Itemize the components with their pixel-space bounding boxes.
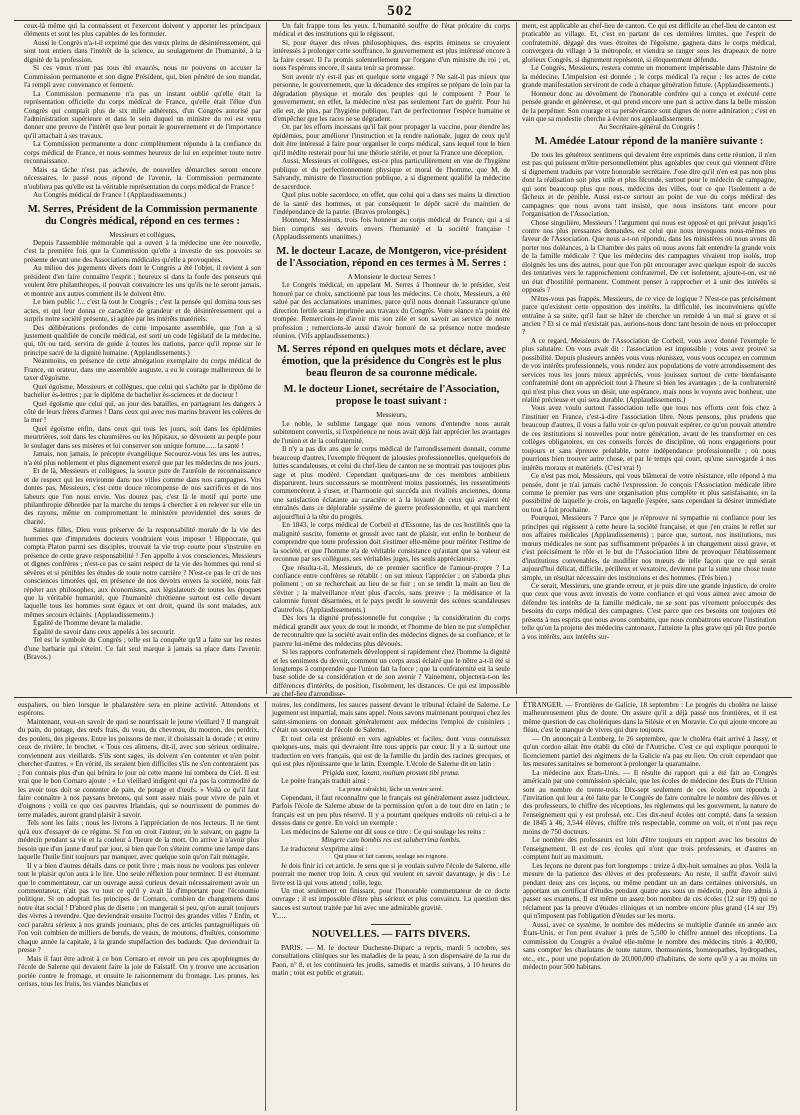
paragraph: Aussi, Messieurs et collègues, est-ce plus particulièrement en vue de l'hygiène publique et du perfectionnement physique et moral de l'homme, que M. de Salvandy, ministre de l'instruction publique, a si dignement qualifié la médecine de sacerdoce. <box>273 157 510 191</box>
paragraph: Honneur, Messieurs, trois fois honneur au corps médical de France, qui a si bien compris ses devoirs envers l'humanité et la société française ! (Applaudissements unanimes.) <box>273 216 510 242</box>
paragraph: Et de là, Messieurs et collègues, la source pure de l'auréole de reconnaissance et de respect qui les environne dans nos villes comme dans nos campagnes. Vos dontes pas, Messieurs, c'est cette douce récompense de nos sacrifices et de nos labeurs que l'on nous envie. Vos doutez pas, c'est là le motif qui porte une philanthropie débordée par la marche du temps à chercher à en relever sur elle un des rayons, même en compromettant le ministère providentiel des sœurs de charité. <box>24 467 261 526</box>
paragraph: Le poète français traduit ainsi : <box>281 777 370 786</box>
paragraph: Maintenant, veut-on savoir de quoi se nourrissait le jeune vieillard ? Il mangeait du pain, du potage, des œufs frais, du veau, du chevreau, du mouton, des perdrix, des poulets, des pigeons. Entre les poissons de mer, il choisissait la dorade ; et entre ceux de rivière, le brochet. « Tous ces alimens, dit-il, avec son sérieux ordinaire, conviennent aux vieillards. S'ils sont sages, ils doivent s'en contenter et n'en point chercher d'autres. » En vérité, ils seraient bien difficiles s'ils ne s'en contentaient pas ; l'on connais plus d'un qui bénira le jour où cette manne lui tombera du Ciel. Il est vrai que le bon Cornaro ajoute : « Le vieillard indigent qui n'a pas la commodité de les avoir tous doit se contenter de pain, de potage et d'œufs. » Voilà ce qu'il faut faire connaître à nos paysans bretons, qui sont assez niais pour vivre de pain et d'oignons ; voilà ce que ces pauvres Irlandais, qui se nourrissent de pommes de terre malades, auront grand plaisir à savoir. <box>18 717 259 819</box>
column-3 <box>522 22 776 694</box>
paragraph: Il n'y a pas dix ans que le corps médical de l'arrondissement donnait, comme beaucoup d'autres, l'exemple fréquent de jalousies professionnelles, quelquefois de luttes scandaleuses, et celui du chef-lieu de canton ne se montrait pas toujours plus sage et plus modéré. Cependant quelques-uns de ces membres ambitieux disparurent, leurs successeurs se montrèrent moins passionnés, les ressentiments commencèrent à s'user, et l'harmonie qui succéda aux rivalités anciennes, donna une satisfaction éclatante au caractère et à la loyauté de ceux qui avaient été entraînés dans ce déplorable système de guerre professionnelle, et qui marchent aujourd'hui à la tête du progrès. <box>273 445 510 521</box>
section-heading: M. Amédée Latour répond de la manière suivante : <box>534 135 764 147</box>
page-number: 502 <box>387 3 413 19</box>
paragraph: Mais il faut être adroit à ce bon Cornaro et revoir un peu ces apophtegmes de l'école de Salerne qui devaient faire la joie de Falstaff. On y trouve une accusation portée contre le fromage, et ensuite le raisonnement du fromage. Les prunes, les cerises, tous les fruits, les viandes blanches et <box>18 954 259 988</box>
paragraph: Aussi, avec ce système, le nombre des médecins se multiplie d'année en année aux États-Unis, et l'on peut évaluer à près de 5,500 le chiffre annuel des réceptions. La commission du Congrès a évalué elle-même le nombre des médecins titrés à 40,000, sans compter les charlatans de toute nature, thomsoniens, homœopathes, hydropathes, etc., etc., pour une population de 20,000,000 d'habitans, de sorte qu'il y a au moins un médecin pour 500 habitans. <box>523 920 777 972</box>
paragraph: Il y a bien d'autres détails dans ce petit livre ; mais nous ne voulons pas enlever tout le plaisir qu'on aura à le lire. Une seule réflexion pour terminer. Il est étonnant que le commentateur, car un ouvrage aussi curieux devait nécessairement avoir un commentateur, n'ait pas vu tout ce qu'il y avait là d'important pour l'économie politique. Si on adoptait les principes de Cornaro, combien de changemens dans notre état social ! D'abord plus de disette ; on mangerait si peu, qu'on aurait toujours des vivres à revendre. Que deviendrait ensuite l'octroi des grandes villes ? Enfin, et ceci paraîtra sérieux à nos grands journaux, plus de ces articles pantagruéliques où l'on voit combien de milliers de bœufs, de veaux, de moutons, d'huîtres, consomme chaque année la capitale, à la grande stupéfaction des badauds. Que deviendrait la presse ? <box>18 861 259 955</box>
paragraph: noires, les condimens, les sauces passent devant le tribunal éclairé de Salerne. Le jugement est impartial, mais sans appel. Nous savons maintenant pourquoi chez les saint-simoniens on donnait généralement aux médecins l'emploi de cuisiniers ; c'était un souvenir de l'école de Salerne. <box>272 701 510 735</box>
paragraph: Un fait frappe tous les yeux. L'humanité souffre de l'état précaire du corps médical et des institutions qui le régissent. <box>273 22 510 39</box>
paragraph: Quel égoïsme, Messieurs et collègues, que celui qui s'achète par le diplôme de bachelier ès-lettres ; par le diplôme de bachelier ès-sciences et de docteur ! <box>24 382 261 400</box>
paragraph: A Monsieur le docteur Serres ! <box>347 272 436 281</box>
section-heading: M. Serres, Président de la Commission permanente du Congrès médical, répond en ces termes : <box>27 203 258 227</box>
paragraph: N'êtes-vous pas frappés, Messieurs, de ce vice de logique ? N'est-ce pas précisément parce qu'existent cette opposition des intérêts, la difficulté, les inconvéniens qu'elle entraîne à sa suite, qu'il faut se hâter de chercher un remède à un mal si grave et si ancien ? Et si ce mal n'existait pas, aurions-nous donc tant besoin de nous en préoccuper ? <box>522 294 776 337</box>
paragraph: Tel est le symbole du Congrès ; telle est la conquête qu'il a faite sur les restes d'une barbarie qui s'éteint. Ce fait seul marque à jamais sa place dans l'avenir. (Bravos.) <box>24 636 261 662</box>
paragraph: Égalité de l'homme devant la maladie. <box>33 619 143 628</box>
paragraph: Ce n'est pas moi, Messieurs, qui vous blâmerai de votre résistance, elle répond à ma pensée, dont je n'ai jamais caché l'expression. Je conçois l'Association médicale libre comme le premier pas vers une organisation plus complète et plus satisfaisante, en la possibilité de laquelle je crois, en laquelle j'espère, sans cependant la désirer immédiate ou tout à fait prochaine. <box>522 472 776 514</box>
paragraph: Or, par les efforts incessans qu'il fait pour propager la vaccine, pour étendre les épidémies, pour améliorer l'instruction et la rendre nationale, jugez de ceux qu'il doit être intéressé à faire pour organiser le corps médical, sans lequel tout le bien qu'il médite resterait pour lui une théorie stérile, et pour la France une déception. <box>273 123 510 157</box>
paragraph: Mingere cum bombis res est saluberrima lombis. <box>321 836 461 845</box>
paragraph: Égalité de savoir dans ceux appelés à les secourir. <box>33 627 176 636</box>
paragraph: ment, est applicable au chef-lieu de canton. Ce qui est difficile au chef-lieu de canton est praticable au village. Et, c'est en partant de ces dernières limites, que l'esprit de confraternité, dégagé des vues étroites de l'égoïsme, gagnera dans le corps médical, convergera du village à la métropole, et viendra se ranger sous les drapeaux de notre glorieux Congrès, si dignement représenté, si éloquemment défendu. <box>522 22 776 64</box>
paragraph: Depuis l'assemblée mémorable qui a ouvert à la médecine une ère nouvelle, c'est la première fois que la Commission qu'elle a investie de ses pouvoirs se présente devant une des Associations médicales qu'elle a provoquées. <box>24 238 261 264</box>
section-separator <box>371 924 411 925</box>
feuilleton-rule <box>14 697 792 698</box>
paragraph: Si ces vœux n'ont pas tous été exaucés, nous ne pouvons en accuser la Commission permanente et son digne Président, qui, bien pénétré de son mandat, l'a rempli avec convenance et fermeté. <box>24 64 261 90</box>
paragraph: Pourquoi, Messieurs ? Parce que je n'éprouve ni sympathie ni confiance pour les principes qui régissent à cette heure la société française, et que j'en crains le reflet sur nos affaires médicales (Applaudissements) ; parce que, surtout, nos institutions, nos mœurs médicales ne sont pas suffisamment préparées à un changement aussi grave, et c'est précisément le rôle et le but de l'Association libre de provoquer l'établissement d'institutions convenables, de modifier nos mœurs de telle façon que ce qui serait aujourd'hui délicat, difficile, périlleux et vexatoire, devienne par la suite une chose toute simple, un résultat nécessaire des institutions et des hommes. (Très bien.) <box>522 514 776 582</box>
paragraph: Dès lors la dignité professionnelle fut conquise ; la considération du corps médical grandit aux yeux de tout le monde, et l'homme de bien ne put s'empêcher de reconnaître que la société avait enfin des médecins dignes de sa confiance, et le pauvre lui-même des médecins plus dévoués. <box>273 614 510 648</box>
column-divider <box>516 22 517 694</box>
paragraph: Saintes filles, Dieu vous préserve de la responsabilité morale de la vie des hommes que d'imprudens docteurs voudraient vous imposer ! Hippocrate, qui compta Platon parmi ses disciples, trouvait la vie trop courte pour s'instruire en présence de cette grave responsabilité ! J'en appelle à vos consciences, Messieurs et dignes confrères ; n'est-ce pas ce saint respect de la vie des hommes qui rend si sévères et si pénibles les études de toute notre carrière ? N'est-ce pas le cri de nos consciences timorées qui, en présence de nos devoirs envers la société, nous fait répéter aux philosophes, aux économistes, aux législateurs de toutes les époques que la véritable humanité, que l'humanité chrétienne surtout est celle devant laquelle tous les hommes sont égaux et ont droit, quand ils sont malades, aux mêmes secours éclairés. (Applaudissements.) <box>24 526 261 619</box>
paragraph: euspaliers, ou bien lorsque le phalanstère sera en pleine activité. Attendons et espérons. <box>18 701 259 718</box>
paragraph: En 1843, le corps médical de Corbeil et d'Essonne, las de ces hostilités que la malignité suscite, fomente et grossit avec tant de plaisir, eut enfin le bonheur de comprendre que toute profession doit s'estimer elle-même pour mériter l'estime de la société, et que l'homme n'a de véritable consistance qu'autant que sa valeur est reconnue par ses collègues, ses véritables juges, les seuls appréciateurs. <box>273 521 510 564</box>
header-rule <box>14 20 792 21</box>
paragraph: Chose singulière, Messieurs ! l'argument qui nous est opposé et qui prévaut jusqu'ici contre nos plus pressantes demandes, est celui que nous invoquons nous-mêmes en faveur de l'Association. Que nous a-t-on répondu, dans les ministères où nous avons dû porter nos doléances, à la Chambre des pairs où nous avons fait entendre la grande voix de la famille médicale ? Que les médecins des campagnes vivaient trop isolés, trop éloignés les uns des autres, pour que l'on pût encourager avec quelque espoir de succès des tentatives vers le rapprochement confraternel. De cet isolement, ajoute-t-on, est né un état d'hostilité permanent. Comment penser à rapprocher et à unir des intérêts si opposés ? <box>522 218 776 295</box>
column-2 <box>273 22 510 699</box>
paragraph: Au milieu des jugements divers dont le Congrès a été l'objet, il revient à son président d'en faire connaître l'esprit ; heureux si dans la foule des penseurs qui veulent être philanthropes, il pouvait convaincre les uns qu'ils ne le seront jamais, et montrer aux autres comment ils le doivent être. <box>24 264 261 298</box>
paragraph: Y...... <box>272 912 287 921</box>
paragraph: ÉTRANGER. — Frontières de Galicie, 18 septembre : Le progrès du choléra ne laisse malheureusement plus de doute. On assure qu'il a déjà passé nos frontières, et il est même question de cas cholériques dans la Silésie et en Moravie. Ce qui ajoute encore au fléau, c'est le manque de vivres qui dure toujours. <box>523 701 777 735</box>
paragraph: PARIS. — M. le docteur Duchesne-Duparc a repris, mardi 5 octobre, ses consultations cliniques sur les maladies de la peau, à son dispensaire de la rue du Paon, n° 8, et les continuera les jeudis, samedis et mardis suivans, à 10 heures du matin ; tout est public et gratuit. <box>272 943 510 978</box>
paragraph: Je dois finir ici cet article. Je sens que si je voulais suivre l'école de Salerne, elle pourrait me mener trop loin. A ceux qui veulent en savoir davantage, je dis : Le livre est là qui vous attend ; tolle, lege. <box>272 861 510 887</box>
paragraph: — On annonçait à Lemberg, le 26 septembre, que le choléra était arrivé à Jassy, et qu'un cordon allait être établi du côté de l'Autriche. C'est ce qui explique pourquoi le licenciement partiel des régimens de la Galicie n'a pas eu lieu. On croit cependant que les mesures sanitaires se borneront à prolonger la quarantaine. <box>523 734 777 769</box>
section-heading: M. le docteur Lionet, secrétaire de l'Association, propose le toast suivant : <box>283 384 500 408</box>
paragraph: Le noble, le sublime langage que nous venons d'entendre nous aurait subitement convertis, si l'expérience ne nous avait déjà fait apprécier les avantages de l'union et de la confraternité. <box>273 419 510 445</box>
paragraph: Quel égoïsme que celui qui, au jour des batailles, en partageant les dangers à côté de leurs frères d'armes ! Dans ceux qui avec nos marins bravent les colères de la mer ! <box>24 399 261 425</box>
paragraph: Mais sa tâche n'est pas achevée, de nouvelles démarches seront encore nécessaires, le passé nous répond de l'avenir, la Commission permanente n'oubliera pas qu'elle est la véritable représentation du corps médical de France ! <box>24 165 261 191</box>
paragraph: La Commission permanente n'a pas un instant oublié qu'elle était la représentation officielle du corps médical de France, qu'elle était l'élue d'un Congrès qui comptait plus de six mille adhérents, d'un Congrès autorisé par l'administration supérieure et dans le sein duquel un ministre du roi est venu donner une preuve de l'intérêt que leur portait le gouvernement et de l'importance qu'il attachait à ses travaux. <box>24 89 261 140</box>
paragraph: Les leçons ne durent pas fort longtemps : treize à dix-huit semaines au plus. Voilà la mesure de la patience des élèves et des professeurs. Au reste, il suffit d'avoir suivi pendant deux ans ces leçons, ou même pendant un an dans certaines universités, en apportant un certificat d'études pendant quatre ans sous un médecin, pour être admis à passer ses examens. Il est même un assez bon nombre de ces écoles (12 sur 19) qui ne réclament pas la preuve d'études cliniques et un nombre encore plus grand (14 sur 19) qui n'imposent pas l'obligation d'études sur les morts. <box>523 861 777 921</box>
paragraph: Et tout cela est présenté en vers agréables et faciles, dont vous connaissez quelques-uns, mais qui devraient être tous appris par cœur. Il y a là surtout une traduction en vers français, qui est de la famille du jardin des racines grecques, et qui est plus réjouissante que le latin. Exemple. L'école de Salerne dit en latin : <box>272 734 510 769</box>
paragraph: Si les rapports confraternels développent si rapidement chez l'homme la dignité et les sentimens du devoir, comment un corps aussi éclairé que le nôtre a-t-il été si longtemps à comprendre que l'union fait la force ; que la confraternité est la seule base solide de sa considération et de son avenir ? Vainement, objectera-t-on les différences d'intérêts, de position, l'isolement, les distances. Ce qui est impossible au chef-lieu d'arrondisse- <box>273 648 510 699</box>
paragraph: Quel plus noble sacerdoce, en effet, que celui qui a dans ses mains la direction de la santé des hommes, et par conséquent le dépôt sacré du maintien de l'indépendance de la patrie. (Bravos prolongés.) <box>273 191 510 216</box>
section-heading: NOUVELLES. — FAITS DIVERS. <box>311 928 471 940</box>
section-heading: M. Serres répond en quelques mots et déclare, avec émotion, que la présidence du Congrès est le plus beau fleuron de sa couronne médicale. <box>277 344 506 380</box>
column-divider <box>265 701 266 1111</box>
paragraph: Honneur donc au dévoûment de l'honorable confrère qui a conçu et exécuté cette pensée grande et généreuse, et qui prend encore une part si active dans la belle mission de la perpétuer. Son courage et sa persévérance sont dignes de notre admiration ; c'est en vain que sa modestie cherche à éviter nos applaudissements. <box>522 89 776 123</box>
paragraph: Prigida sunt, laxant, multum prosunt tibi pruna. <box>322 768 460 777</box>
paragraph: Si, pour étayer des rêves philosophiques, des esprits éminens se croyaient intéressés à prolonger cette souffrance, le gouvernement est plus intéressé encore à la faire cesser. Il l'a promis solennellement par l'organe d'un ministre du roi ; et, nous l'espérons encore, il saura tenir sa promesse. <box>273 38 510 73</box>
paragraph: Jamais, non jamais, le précepte évangélique Secourez-vous les uns les autres, n'a été plus noblement et plus dignement exercé que par les médecins de nos jours. <box>24 450 261 467</box>
paragraph: Aussi le Congrès n'a-t-il exprimé que des vœux pleins de désintéressement, qui sont tout entiers dans l'intérêt de la science, au soulagement de l'humanité, à la dignité de la profession. <box>24 38 261 64</box>
paragraph: Le bien public !... c'est là tout le Congrès ; c'est la pensée qui domina tous ses actes, et qui leur donna ce caractère de grandeur et de désintéressement qui a surpris notre société présente, si agitée par les intérêts matériels. <box>24 298 261 324</box>
paragraph: Un mot seulement en finissant, pour l'honorable commentateur de ce docte ouvrage ; il est impossible d'être plus sérieux et plus convaincu. La question des sauces est surtout traitée par lui avec une admirable gravité. <box>272 886 510 912</box>
paragraph: Messieurs et collègues, <box>109 230 176 239</box>
paragraph: Messieurs, <box>376 411 407 420</box>
paragraph: Le nombre des professeurs est loin d'être toujours en rapport avec les besoins de l'enseignement. Il est de ces écoles qui n'ont que trois professeurs, et d'autres en comptent huit au maximum. <box>523 836 777 862</box>
paragraph: Le traducteur s'exprime ainsi : <box>281 844 368 853</box>
paragraph: Tels sont les faits ; nous les livrons à l'appréciation de nos lecteurs. Il ne tient qu'à eux d'essayer de ce régime. Si l'on en croit l'auteur, en le suivant, on gagne la médecin pendant sa vie et la couleur à l'heure de la mort. On arrive à n'avoir plus besoin que d'un jaune d'œuf par jour, si bien que l'on s'éteint comme une lampe dans laquelle l'huile finit toujours par manquer, avec quelque soin qu'on l'ait ménagée. <box>18 819 259 862</box>
paragraph: Son avenir n'y est-il pas en quelque sorte engagé ? Ne sait-il pas mieux que personne, le gouvernement, que la décadence des empires se prépare de loin par la dégradation physique et morale des peuples qui le composent ? Pour le gouvernement, en effet, la médecine n'est pas seulement l'art de guérir. Pour lui elle est, de plus, par l'hygiène publique, l'art de perfectionner l'espèce humaine et d'empêcher que les races ne se dégradent. <box>273 72 510 123</box>
paragraph: Le Congrès médical, en appelant M. Serres à l'honneur de le présider, s'est honoré par ce choix, sanctionné par tous les médecins. Ce choix, Messieurs, a été salué par des acclamations unanimes, parce qu'il nous donnait l'assurance qu'une direction fertile serait imprimée aux travaux du Congrès. Votre séance n'a point été trompée. Remercions-le d'avoir mis son zèle et son savoir au service de notre profession ; remercions-le aussi d'avoir honoré de sa présence notre modeste réunion. (Vifs applaudissements.) <box>273 281 510 340</box>
paragraph: Des délibérations profondes de cette imposante assemblée, que l'on a si justement qualifiée de concile médical, est sorti un code législatif de la médecine, qui, tôt ou tard, servira de guide à toutes les nations, parce qu'il repose sur le principe sacré de la dignité humaine. (Applaudissements.) <box>24 323 261 357</box>
paragraph: La prune rafraîchit, lâche un ventre serré. <box>338 785 444 793</box>
paragraph: ceux-là même qui la connaissent et l'exercent doivent y apporter les principaux éléments et sont les plus capables de les formuler. <box>24 22 261 39</box>
paragraph: Le Congrès, Messieurs, restera comme un monument impérissable dans l'histoire de la médecine. L'impulsion est donnée ; le corps médical l'a reçue ; les actes de cette grande manifestation serviront de code à chaque génération future. (Applaudissements.) <box>522 64 776 90</box>
paragraph: Néanmoins, en présence de cette abnégation exemplaire du corps médical de France, un orateur, dans une assemblée auguste, a eu le courage malheureux de le taxer d'égoïsme. <box>24 357 261 383</box>
paragraph: De tous les généreux sentimens qui devaient être exprimés dans cette réunion, il n'en est pas qui puissent m'être personnellement plus agréables que ceux qui viennent d'être si dignement traduits par votre honorable secrétaire. J'ose dire qu'il n'en est pas non plus dont la réalisation soit plus utile et plus féconde, surtout pour le médecin de campagne, qui sont beaucoup plus que nous, médecins des villes, tout ce que l'isolement a de fâcheux et de pénible. Aussi est-ce surtout au point de vue du corps médical des campagnes que nous avons tant insisté, que nous insistons tant encore pour l'organisation de l'Association. <box>522 150 776 219</box>
paragraph: Au Congrès médical de France ! (Applaudissements.) <box>33 191 187 200</box>
feuilleton-column-2 <box>272 701 510 1111</box>
paragraph: Ce serait, Messieurs, une grande erreur, et je puis dire une grande injustice, de croire que ceux que vous avez investis de votre confiance et qui vous aimez avec amour de défendre les intérêts de la famille médicale, ne se sont pas vivement préoccupés des besoins du corps médical des campagnes. C'est parce que ces besoins ont toujours été présens à nos esprits que nous avons combattu, que nous combattrons encore l'institution telle qu'on la projette des médecins cantonaux, l'atteinte la plus grave qui pût être portée à vos intérêts, aux intérêts sur- <box>522 582 776 641</box>
paragraph: Quel égoïsme enfin, dans ceux qui tous les jours, soit dans les épidémies meurtrières, soit dans les chaumières ou les hôpitaux, se dévouent au peuple pour le soulager dans ses misères et lui conserver son unique fortune...... la santé ! <box>24 424 261 450</box>
paragraph: A ce regard, Messieurs de l'Association de Corbeil, vous avez donné l'exemple le plus salutaire. On vous avait dit : l'association est impossible ; vous avez prouvé sa possibilité. Depuis plusieurs années vous vous réunissez, vous vous occupez en commun de vos intérêts professionnels, vous rendez aux populations de votre arrondissement des services tous les jours mieux appréciés, vous jouissez surtout de cette bienfaisante confraternité dont on apprécioit tout à l'heure si bien les avantages ; de la confraternité qui n'est plus chez vous un désir, une espérance, mais nous le voyons avec bonheur, une réalité précieuse et qui sera durable. (Applaudissements.) <box>522 336 776 405</box>
paragraph: Les médecins de Salerne ont dit sous ce titre : Ce qui soulage les reins : <box>281 827 486 836</box>
paragraph: Qui pisse et fait canons, soulage ses rognons. <box>334 853 448 861</box>
section-heading: M. le docteur Lacaze, de Montgeron, vice-président de l'Association, répond en ces termes à M. Serres : <box>276 245 507 269</box>
paragraph: La Commission permanente a donc complètement répondu à la confiance du corps médical de France, et nous sommes heureux de lui en exprimer toute notre reconnaissance. <box>24 140 261 166</box>
paragraph: La médecine aux États-Unis. — Il résulte du rapport qui a été fait au Congrès américain par une commission spéciale, que les écoles de médecine des États de l'Union sont au nombre de trente-trois. Dix-sept seulement de ces écoles ont répondu à l'invitation qui leur a été faite par le Congrès de faire connaître le nombre des élèves et des professeurs, le chiffre des réceptions, les règlemens qui les gouvernent, la nature de l'enseignement qui y est professé, etc. Ces dix-neuf écoles ont compté, dans la session de 1845 à 46, 3,544 élèves, chiffre très respectable, comme on voit, et n'ont pas reçu moins de 750 docteurs. <box>523 768 777 836</box>
feuilleton-column-1 <box>18 701 259 1111</box>
paragraph: Que résulta-t-il, Messieurs, de ce premier sacrifice de l'amour-propre ? La confiance entre confrères se rétablit : on sut mieux l'apprécier ; on s'aborda plus poliment ; on se recherchait au lieu de se fuir ; on se tendit la main au lieu de s'éviter ; la malveillance n'eut plus d'accès, sans preuve ; la médisance et la calomnie furent désarmées, et le pays perdit le souvenir des scènes scandaleuses d'autrefois. (Applaudissements.) <box>273 563 510 614</box>
column-divider <box>516 701 517 1111</box>
paragraph: Vous avez voulu surtout l'association telle que tous nos efforts cent fois chez à l'instituer en France, c'est-à-dire l'association libre. Nous pensons, plus prudens que beaucoup d'autres, il vous a fallu voir ce qu'on pouvait espérer, ce qu'on pouvait attendre de ces institutions si nouvelles pour notre génération, avant de les transformer en ces collèges obligatoires, en ces conseils forcés de discipline, où nous engagerions pour toujours et sans épreuve préalable, notre indépendance professionnelle ; où nous pourrions bien trouver autre chose, et par le temps qui court, qu'une sauvegarde à nos intérêts moraux et matériels. (C'est vrai !) <box>522 404 776 472</box>
column-1 <box>24 22 261 694</box>
paragraph: Au Secrétaire-général du Congrès ! <box>598 123 700 132</box>
news-column <box>523 701 777 1111</box>
column-divider <box>266 22 267 694</box>
paragraph: Cependant, il faut reconnaître que le français est généralement assez judicieux. Parfois l'école de Salerne abuse de la permission qu'on a de tout dire en latin ; le français est un peu plus réservé. Il y a pourtant quelques endroits où celui-ci a le dessus dans ce genre. En voici un exemple : <box>272 793 510 828</box>
